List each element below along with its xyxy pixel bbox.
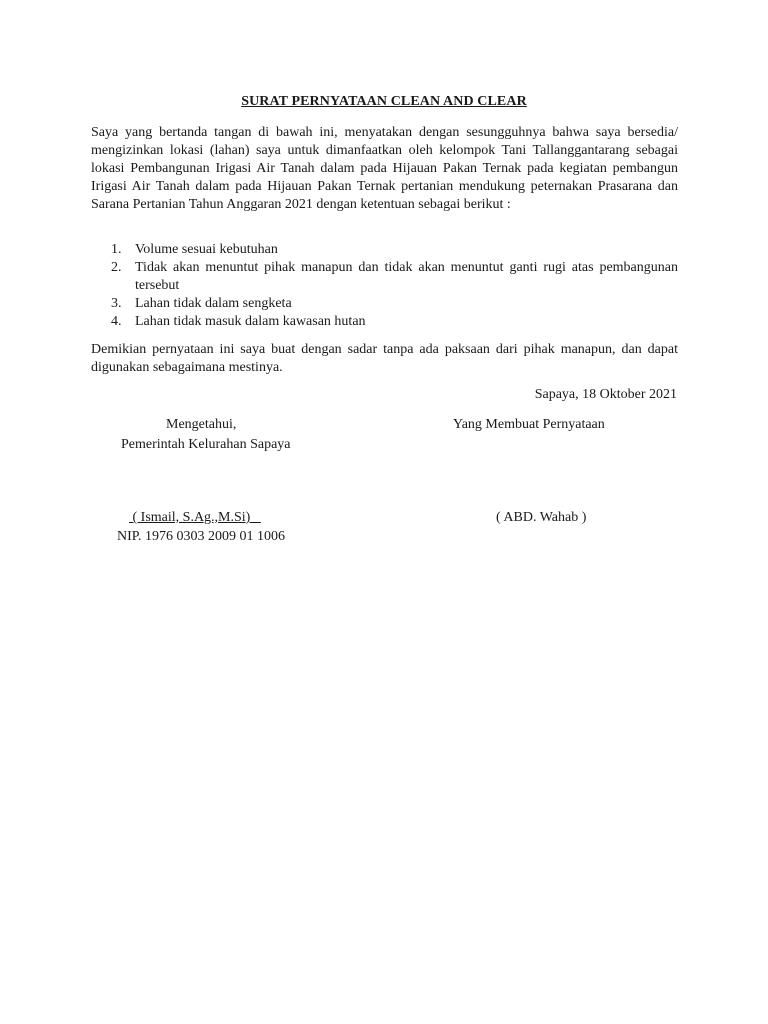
list-item — [91, 313, 678, 331]
list-item-number: 2. — [111, 260, 122, 275]
place-date: Sapaya, 18 Oktober 2021 — [534, 387, 677, 402]
list-item-number: 4. — [111, 314, 122, 329]
list-item — [91, 241, 678, 259]
right-signatory-name: ( ABD. Wahab ) — [496, 510, 587, 525]
left-signatory-organization: Pemerintah Kelurahan Sapaya — [121, 437, 291, 452]
list-item-number: 1. — [111, 242, 122, 257]
list-item-text: Lahan tidak masuk dalam kawasan hutan — [135, 314, 366, 329]
left-signatory-name: ( Ismail, S.Ag.,M.Si) — [129, 510, 261, 525]
list-item — [91, 295, 678, 313]
list-item — [91, 259, 678, 295]
document-title: SURAT PERNYATAAN CLEAN AND CLEAR — [241, 94, 527, 109]
list-item-number: 3. — [111, 296, 122, 311]
left-signatory-label: Mengetahui, — [166, 417, 237, 432]
conditions-list — [91, 241, 678, 331]
closing-paragraph: Demikian pernyataan ini saya buat dengan sadar tanpa ada paksaan dari pihak manapun, dan dapat digunakan sebagaimana mestinya. — [91, 342, 678, 375]
list-item-text: Tidak akan menuntut pihak manapun dan tidak akan menuntut ganti rugi atas pembangunan tersebut — [135, 260, 678, 293]
list-item-text: Lahan tidak dalam sengketa — [135, 296, 292, 311]
intro-paragraph: Saya yang bertanda tangan di bawah ini, menyatakan dengan sesungguhnya bahwa saya bersedia/ mengizinkan lokasi (lahan) saya untuk dimanfaatkan oleh kelompok Tani Tallanggantarang sebagai lokasi Pembangunan Irigasi Air Tanah dalam pada Hijauan Pakan Ternak pada kegiatan pembangun Irigasi Air Tanah dalam pada Hijauan Pakan Ternak pertanian mendukung peternakan Prasarana dan Sarana Pertanian Tahun Anggaran 2021 dengan ketentuan sebagai berikut : — [91, 125, 678, 212]
list-item-text: Volume sesuai kebutuhan — [135, 242, 278, 257]
right-signatory-label: Yang Membuat Pernyataan — [453, 417, 605, 432]
left-signatory-nip: NIP. 1976 0303 2009 01 1006 — [117, 529, 286, 544]
